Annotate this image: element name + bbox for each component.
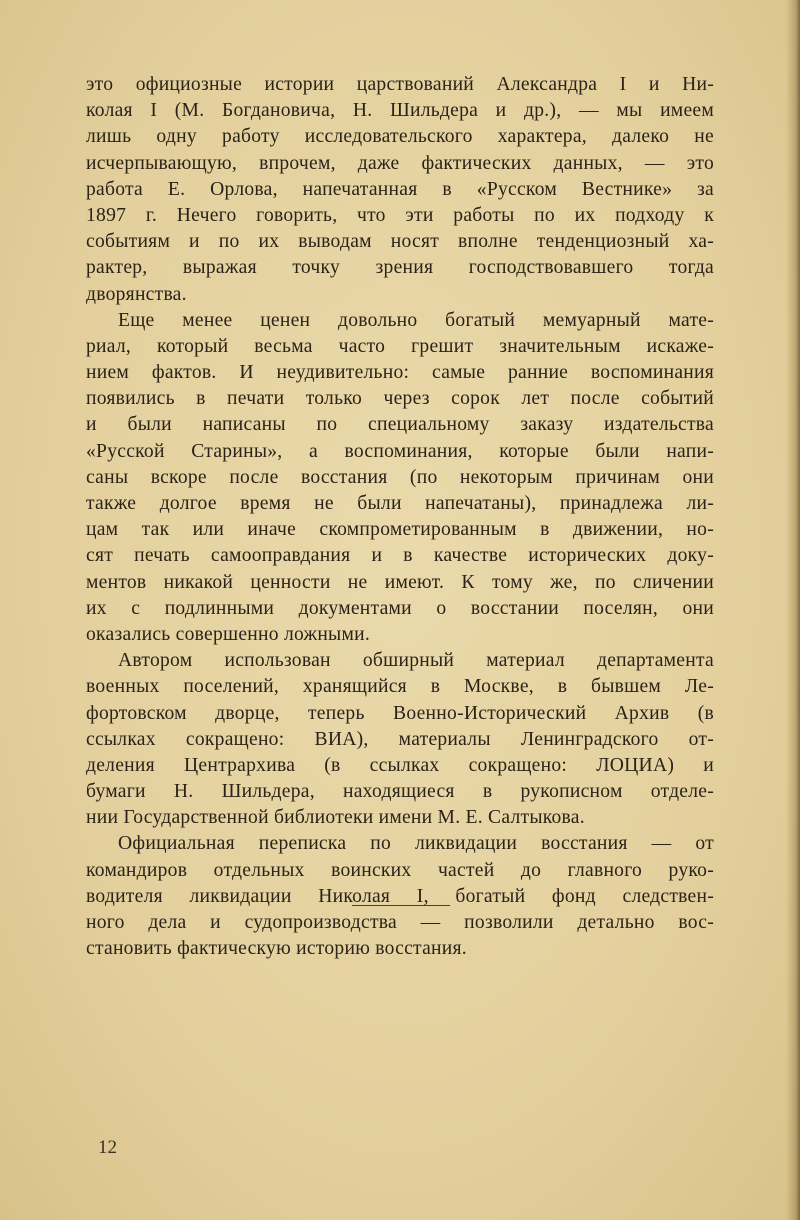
text-line: саны вскоре после восстания (по некоторым причинам они xyxy=(86,466,714,488)
text-line: лишь одну работу исследовательского характера, далеко не xyxy=(86,126,714,148)
text-line: нии Государственной библиотеки имени М. Е. Салтыкова. xyxy=(86,807,585,829)
text-line: нием фактов. И неудивительно: самые ранние воспоминания xyxy=(86,362,714,384)
text-line: рактер, выражая точку зрения господствовавшего тогда xyxy=(86,257,714,279)
text-line: ментов никакой ценности не имеют. К тому же, по сличении xyxy=(86,571,714,593)
text-line: деления Центрархива (в ссылках сокращено: ЛОЦИА) и xyxy=(86,754,714,776)
text-line: цам так или иначе скомпрометированным в движении, но- xyxy=(86,519,714,541)
paragraph-2 xyxy=(86,308,714,648)
text-line: бумаги Н. Шильдера, находящиеся в рукописном отделе- xyxy=(86,781,714,803)
section-divider xyxy=(352,905,450,906)
page-edge-shadow xyxy=(786,0,800,1220)
text-line: и были написаны по специальному заказу издательства xyxy=(86,414,714,436)
text-line: колая I (М. Богдановича, Н. Шильдера и др.), — мы имеем xyxy=(86,100,714,122)
text-line: появились в печати только через сорок лет после событий xyxy=(86,388,714,410)
text-line: дворянства. xyxy=(86,283,187,305)
text-line: фортовском дворце, теперь Военно-Исторический Архив (в xyxy=(86,702,714,724)
text-line: это официозные истории царствований Александра I и Ни- xyxy=(86,74,714,95)
paragraph-1 xyxy=(86,72,714,308)
text-line: также долгое время не были напечатаны), принадлежа ли- xyxy=(86,493,714,514)
text-line: командиров отдельных воинских частей до главного руко- xyxy=(86,859,714,881)
text-line: Автором использован обширный материал департамента xyxy=(118,650,714,672)
page-number: 12 xyxy=(98,1137,117,1158)
text-line: «Русской Старины», а воспоминания, которые были напи- xyxy=(86,440,714,462)
paragraph-3 xyxy=(86,648,714,831)
text-line: их с подлинными документами о восстании поселян, они xyxy=(86,597,714,619)
text-line: 1897 г. Нечего говорить, что эти работы по их подходу к xyxy=(86,204,714,226)
text-line: ссылках сокращено: ВИА), материалы Ленинградского от- xyxy=(86,728,714,750)
text-line: Еще менее ценен довольно богатый мемуарный мате- xyxy=(118,309,714,331)
text-line: ного дела и судопроизводства — позволили детально вос- xyxy=(86,912,714,933)
text-line: риал, который весьма часто грешит значительным искаже- xyxy=(86,335,714,357)
text-line: Официальная переписка по ликвидации восстания — от xyxy=(118,833,714,855)
text-line: военных поселений, хранящийся в Москве, в бывшем Ле- xyxy=(86,676,714,698)
text-line: работа Е. Орлова, напечатанная в «Русском Вестнике» за xyxy=(86,178,714,200)
body-text xyxy=(86,72,714,962)
text-line: событиям и по их выводам носят вполне тенденциозный ха- xyxy=(86,231,714,253)
text-line: оказались совершенно ложными. xyxy=(86,623,371,645)
text-line: водителя ликвидации Николая I, богатый фонд следствен- xyxy=(86,885,714,907)
text-line: исчерпывающую, впрочем, даже фактических данных, — это xyxy=(86,152,714,174)
text-line: сят печать самооправдания и в качестве исторических доку- xyxy=(86,545,714,567)
text-line: становить фактическую историю восстания. xyxy=(86,938,467,960)
paragraph-4 xyxy=(86,831,714,962)
